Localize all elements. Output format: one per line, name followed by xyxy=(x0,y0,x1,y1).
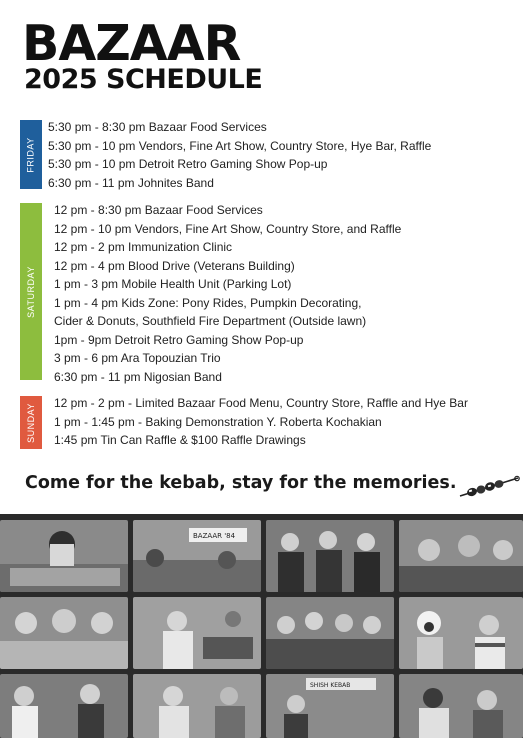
event-item: 6:30 pm - 11 pm Johnites Band xyxy=(48,175,214,190)
day-label-sunday: SUNDAY xyxy=(20,396,42,449)
collage-photo xyxy=(399,597,523,669)
event-item: 6:30 pm - 11 pm Nigosian Band xyxy=(54,369,222,384)
event-item: 1 pm - 3 pm Mobile Health Unit (Parking Lot) xyxy=(54,277,292,291)
page-subtitle: 2025 SCHEDULE xyxy=(24,64,263,95)
collage-photo xyxy=(266,520,394,592)
sunday-events xyxy=(54,394,468,450)
collage-photo xyxy=(266,597,394,669)
event-item: 3 pm - 6 pm Ara Topouzian Trio xyxy=(54,351,221,365)
event-item: 1pm - 9pm Detroit Retro Gaming Show Pop-up xyxy=(54,332,304,347)
event-item: 12 pm - 2 pm - Limited Bazaar Food Menu, Country Store, Raffle and Hye Bar xyxy=(54,396,468,410)
friday-events xyxy=(48,118,431,192)
collage-photo xyxy=(133,674,261,738)
event-item: 5:30 pm - 10 pm Detroit Retro Gaming Show Pop-up xyxy=(48,157,328,171)
event-item: 12 pm - 2 pm Immunization Clinic xyxy=(54,240,233,254)
collage-photo xyxy=(0,674,128,738)
event-item: 1 pm - 4 pm Kids Zone: Pony Rides, Pumpkin Decorating, xyxy=(54,295,362,310)
collage-photo xyxy=(133,520,261,592)
svg-text:SHISH KEBAB: SHISH KEBAB xyxy=(310,682,351,689)
collage-photo xyxy=(399,674,523,738)
event-item: 1 pm - 1:45 pm - Baking Demonstration Y. Roberta Kochakian xyxy=(54,414,382,429)
collage-photo xyxy=(0,597,128,669)
vintage-bazaar-photo-collage xyxy=(0,514,523,738)
collage-photo xyxy=(266,674,394,738)
event-item: 12 pm - 8:30 pm Bazaar Food Services xyxy=(54,203,263,217)
day-label-saturday: SATURDAY xyxy=(20,203,42,380)
event-item: 12 pm - 4 pm Blood Drive (Veterans Building) xyxy=(54,258,295,273)
svg-text:BAZAAR '84: BAZAAR '84 xyxy=(193,532,236,540)
collage-photo xyxy=(133,597,261,669)
event-item: 5:30 pm - 10 pm Vendors, Fine Art Show, Country Store, Hye Bar, Raffle xyxy=(48,138,432,153)
collage-photo xyxy=(399,520,523,592)
tagline: Come for the kebab, stay for the memories. xyxy=(25,473,457,493)
event-item: 1:45 pm Tin Can Raffle & $100 Raffle Drawings xyxy=(54,433,306,447)
event-item: 12 pm - 10 pm Vendors, Fine Art Show, Country Store, and Raffle xyxy=(54,221,402,236)
page-title: BAZAAR xyxy=(22,15,241,72)
event-item: 5:30 pm - 8:30 pm Bazaar Food Services xyxy=(48,120,267,134)
collage-photo xyxy=(0,520,128,592)
event-item: Cider & Donuts, Southfield Fire Department (Outside lawn) xyxy=(54,314,367,328)
day-label-friday: FRIDAY xyxy=(20,120,42,189)
saturday-events xyxy=(54,201,401,386)
kebab-skewer-icon xyxy=(458,474,520,500)
